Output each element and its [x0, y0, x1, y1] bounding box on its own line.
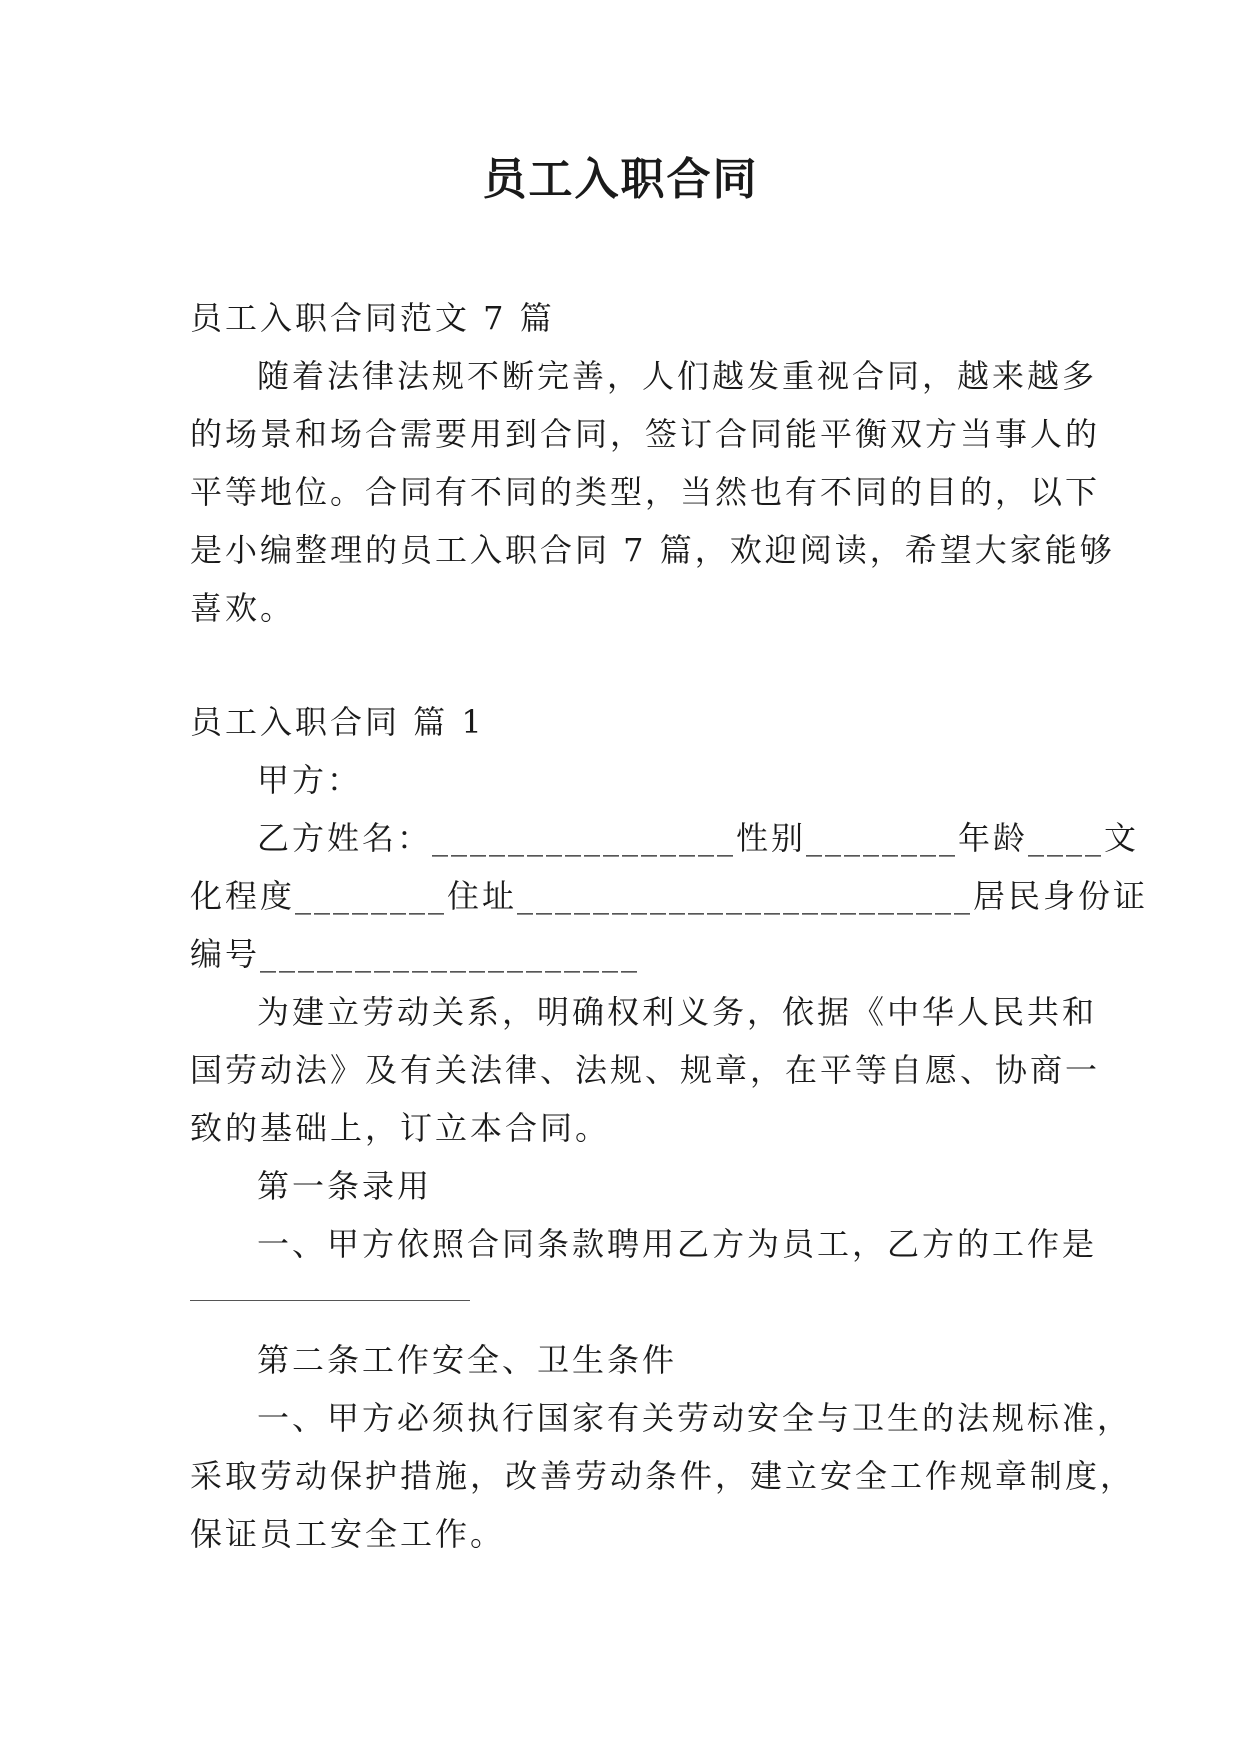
party-b-line: 化程度________住址________________________居民身份证 — [190, 877, 1149, 915]
intro-line: 是小编整理的员工入职合同 7 篇，欢迎阅读，希望大家能够 — [190, 531, 1115, 569]
document-subtitle: 员工入职合同范文 7 篇 — [190, 299, 555, 337]
article-1-title: 第一条录用 — [257, 1167, 433, 1205]
preamble-line: 为建立劳动关系，明确权利义务，依据《中华人民共和 — [257, 993, 1098, 1031]
intro-line: 平等地位。合同有不同的类型，当然也有不同的目的，以下 — [190, 473, 1101, 511]
document-title: 员工入职合同 — [482, 154, 759, 205]
party-a-label: 甲方： — [257, 761, 363, 799]
article-2-line: 一、甲方必须执行国家有关劳动安全与卫生的法规标准， — [257, 1399, 1133, 1437]
party-b-line: 乙方姓名：________________性别________年龄____文 — [257, 819, 1140, 857]
intro-line: 随着法律法规不断完善，人们越发重视合同，越来越多 — [257, 357, 1098, 395]
preamble-line: 国劳动法》及有关法律、法规、规章，在平等自愿、协商一 — [190, 1051, 1101, 1089]
party-b-line: 编号____________________ — [190, 935, 641, 973]
preamble-line: 致的基础上，订立本合同。 — [190, 1109, 611, 1147]
intro-line: 的场景和场合需要用到合同，签订合同能平衡双方当事人的 — [190, 415, 1101, 453]
article-1-clause: 一、甲方依照合同条款聘用乙方为员工，乙方的工作是 — [257, 1225, 1098, 1263]
blank-underline — [190, 1300, 470, 1301]
intro-line: 喜欢。 — [190, 589, 296, 627]
article-2-line: 采取劳动保护措施，改善劳动条件，建立安全工作规章制度， — [190, 1457, 1136, 1495]
section-heading: 员工入职合同 篇 1 — [190, 703, 485, 741]
article-2-line: 保证员工安全工作。 — [190, 1515, 506, 1553]
article-2-title: 第二条工作安全、卫生条件 — [257, 1341, 678, 1379]
